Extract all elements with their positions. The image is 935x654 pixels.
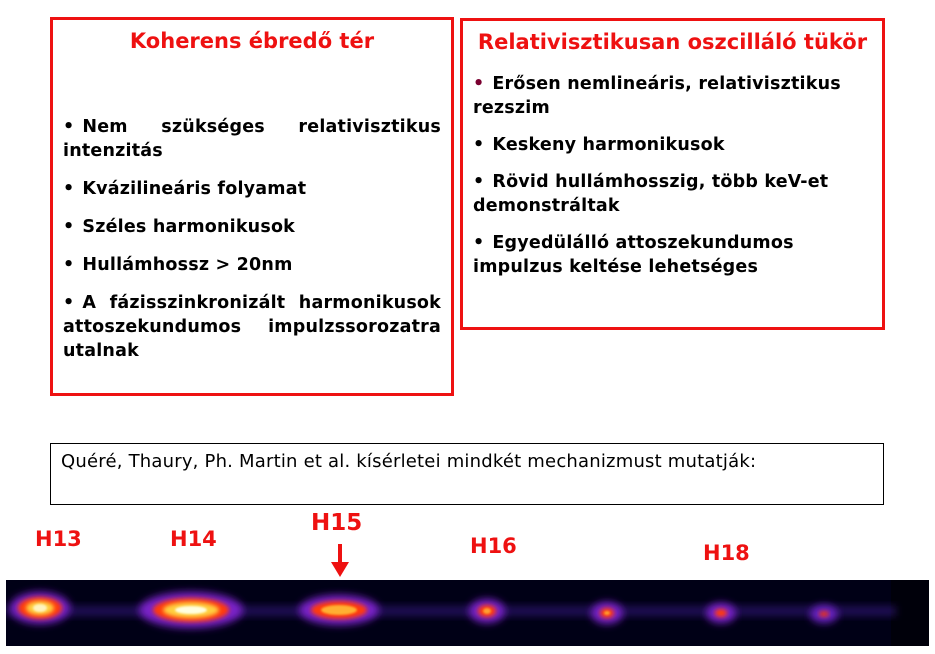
spectral-spot-h18 — [706, 603, 736, 623]
spectral-spot-h17 — [591, 602, 623, 624]
list-item: • Erősen nemlineáris, relativisztikus rezszim — [473, 74, 841, 118]
harmonic-label-h13: H13 — [35, 527, 82, 551]
harmonic-label-h15: H15 — [311, 510, 363, 536]
list-item: • Keskeny harmonikusok — [473, 135, 725, 155]
coherent-wake-box — [50, 17, 454, 396]
spectral-spot-h14 — [139, 592, 243, 628]
spectral-spot-h19 — [810, 605, 838, 623]
harmonic-spectrum-image — [6, 580, 929, 646]
spectral-spot-h16 — [469, 599, 505, 623]
coherent-wake-bullet-list — [63, 115, 441, 363]
relativistic-mirror-bullet-list — [473, 72, 872, 279]
spectral-spot-h13 — [10, 592, 70, 624]
relativistic-mirror-box — [460, 18, 885, 330]
list-item: • Széles harmonikusok — [63, 217, 296, 237]
list-item: • Egyedülálló attoszekundumos impulzus keltése lehetséges — [473, 233, 794, 277]
down-arrow-icon — [331, 544, 349, 577]
spectral-spot-h15 — [299, 595, 379, 625]
harmonic-label-h16: H16 — [470, 534, 517, 558]
coherent-wake-title: Koherens ébredő tér — [129, 29, 375, 53]
citation-box: Quéré, Thaury, Ph. Martin et al. kísérletei mindkét mechanizmust mutatják: — [50, 443, 884, 505]
harmonic-label-h18: H18 — [703, 541, 750, 565]
list-item: • Hullámhossz > 20nm — [63, 255, 293, 275]
list-item: • A fázisszinkronizált harmonikusok attoszekundumos impulzssorozatra utalnak — [63, 293, 441, 361]
list-item: • Nem szükséges relativisztikus intenzitás — [63, 117, 441, 161]
harmonic-label-h14: H14 — [170, 527, 217, 551]
list-item: • Kvázilineáris folyamat — [63, 179, 307, 199]
relativistic-mirror-title: Relativisztikusan oszcilláló tükör — [477, 30, 868, 54]
list-item: • Rövid hullámhosszig, több keV-et demonstráltak — [473, 172, 829, 216]
